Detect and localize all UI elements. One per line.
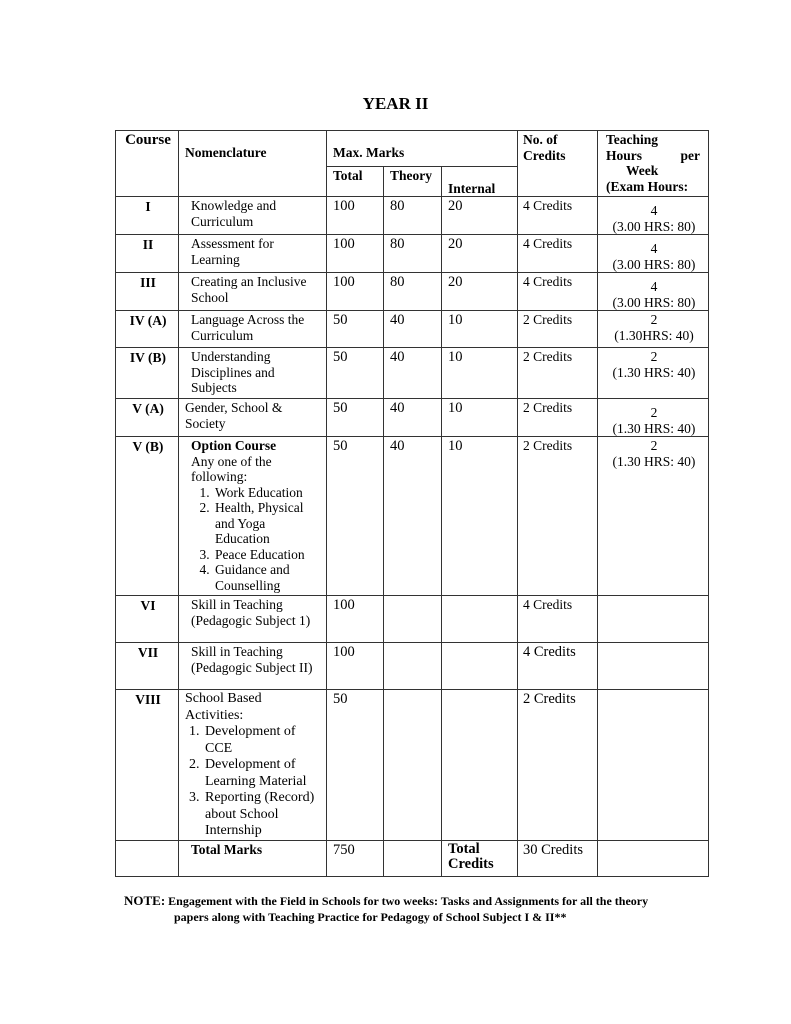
theory-marks: 40 [384,399,442,437]
theory-marks-empty [384,596,442,643]
credits: 4 Credits [518,273,598,311]
total-marks-label: Total Marks [179,840,327,876]
page-title: YEAR II [362,94,429,113]
teaching-hours [598,399,709,437]
course-table [115,130,709,877]
theory-marks: 80 [384,235,442,273]
course-name: Creating an Inclusive School [179,273,327,311]
theory-marks: 40 [384,348,442,399]
hours-per-week: 2 [650,349,658,364]
footnote [124,893,714,925]
list-item: 4. Guidance and Counselling [213,562,322,593]
teaching-hours-empty [598,643,709,690]
table-row [116,311,709,348]
total-credits-label [442,840,518,876]
header-internal: Internal [442,167,518,197]
option-course-title: Option Course [191,438,277,453]
list-item: 3. Peace Education [213,547,322,563]
total-marks: 100 [327,273,384,311]
course-name: Understanding Disciplines and Subjects [179,348,327,399]
exam-hours: (3.00 HRS: 80) [612,256,696,272]
table-row [116,690,709,841]
note-line2: papers along with Teaching Practice for Pedagogy of School Subject I & II** [174,910,567,924]
teaching-hours [598,197,709,235]
course-code: VI [116,596,179,643]
teaching-hours-empty [598,596,709,643]
total-marks-value: 750 [327,840,384,876]
hours-per-week: 4 [650,241,658,256]
note-label: NOTE: [124,893,166,908]
hours-per-week: 4 [650,203,658,218]
header-teaching-line1: Teaching [606,132,659,147]
table-row [116,399,709,437]
exam-hours: (1.30 HRS: 40) [612,420,696,436]
table-row [116,197,709,235]
header-teaching-per-word: per [680,147,700,163]
course-name: Skill in Teaching (Pedagogic Subject II) [179,643,327,690]
theory-marks: 80 [384,273,442,311]
list-item: 1. Work Education [213,485,322,501]
internal-marks: 10 [442,311,518,348]
course-name: Skill in Teaching (Pedagogic Subject 1) [179,596,327,643]
header-credits-line1: No. of [523,132,558,147]
exam-hours: (1.30HRS: 40) [614,327,694,343]
theory-marks: 40 [384,311,442,348]
credits: 4 Credits [518,643,598,690]
course-code: VIII [116,690,179,841]
teaching-hours-empty [598,690,709,841]
table-row [116,348,709,399]
exam-hours: (3.00 HRS: 80) [612,218,696,234]
total-marks: 100 [327,197,384,235]
totals-hours-empty [598,840,709,876]
header-teaching-week: Week [626,163,659,178]
credits: 4 Credits [518,596,598,643]
total-credits-label-line1: Total [448,840,480,857]
table-row [116,235,709,273]
course-name [179,437,327,596]
activities-list [185,724,322,840]
course-name: Assessment for Learning [179,235,327,273]
total-marks: 100 [327,643,384,690]
total-credits-label-line2: Credits [448,855,494,872]
option-course-subtitle: Any one of the following: [191,453,272,484]
course-name: Language Across the Curriculum [179,311,327,348]
teaching-hours [598,348,709,399]
option-list [191,485,322,594]
internal-marks-empty [442,643,518,690]
table-row [116,643,709,690]
course-code: V (A) [116,399,179,437]
internal-marks: 20 [442,235,518,273]
credits: 4 Credits [518,235,598,273]
course-code: III [116,273,179,311]
header-teaching-hours-word: Hours [606,147,643,163]
totals-row [116,840,709,876]
header-exam-hours: (Exam Hours: [606,178,689,194]
teaching-hours [598,437,709,596]
total-marks: 50 [327,437,384,596]
header-row [116,131,709,167]
table-row [116,596,709,643]
hours-per-week: 2 [650,312,658,327]
theory-marks-empty [384,643,442,690]
course-name: Knowledge and Curriculum [179,197,327,235]
header-total: Total [327,167,384,197]
credits: 4 Credits [518,197,598,235]
hours-per-week: 2 [650,438,658,453]
note-line1: Engagement with the Field in Schools for two weeks: Tasks and Assignments for all the theory [168,894,649,908]
teaching-hours [598,311,709,348]
total-marks: 50 [327,348,384,399]
total-marks: 50 [327,399,384,437]
course-code: II [116,235,179,273]
internal-marks: 10 [442,399,518,437]
internal-marks: 10 [442,348,518,399]
course-code: V (B) [116,437,179,596]
exam-hours: (1.30 HRS: 40) [612,364,696,380]
header-theory: Theory [384,167,442,197]
hours-per-week: 2 [650,405,658,420]
theory-marks: 80 [384,197,442,235]
total-marks: 50 [327,690,384,841]
header-credits-line2: Credits [523,147,566,163]
list-item: 2. Health, Physical and Yoga Education [213,500,322,547]
header-max-marks: Max. Marks [327,131,518,167]
exam-hours: (3.00 HRS: 80) [612,294,696,310]
total-marks: 50 [327,311,384,348]
list-item: 1. Development of CCE [203,724,322,757]
credits: 2 Credits [518,437,598,596]
header-teaching-hours [598,131,709,197]
activities-title: School Based Activities: [185,691,262,723]
total-marks: 100 [327,235,384,273]
total-marks: 100 [327,596,384,643]
credits: 2 Credits [518,311,598,348]
internal-marks: 20 [442,197,518,235]
list-item: 2. Development of Learning Material [203,757,322,790]
credits: 2 Credits [518,348,598,399]
course-name: Gender, School & Society [179,399,327,437]
totals-theory-empty [384,840,442,876]
totals-course-empty [116,840,179,876]
course-name [179,690,327,841]
header-course: Course [116,131,179,197]
theory-marks: 40 [384,437,442,596]
internal-marks-empty [442,690,518,841]
teaching-hours [598,235,709,273]
credits: 2 Credits [518,399,598,437]
header-nomenclature: Nomenclature [179,131,327,197]
exam-hours: (1.30 HRS: 40) [612,453,696,469]
course-code: I [116,197,179,235]
list-item: 3. Reporting (Record) about School Internship [203,790,322,840]
course-code: VII [116,643,179,690]
course-code: IV (B) [116,348,179,399]
table-row [116,273,709,311]
header-credits [518,131,598,197]
hours-per-week: 4 [650,279,658,294]
teaching-hours [598,273,709,311]
course-code: IV (A) [116,311,179,348]
internal-marks-empty [442,596,518,643]
credits: 2 Credits [518,690,598,841]
internal-marks: 10 [442,437,518,596]
total-credits-value: 30 Credits [518,840,598,876]
internal-marks: 20 [442,273,518,311]
theory-marks-empty [384,690,442,841]
table-row [116,437,709,596]
